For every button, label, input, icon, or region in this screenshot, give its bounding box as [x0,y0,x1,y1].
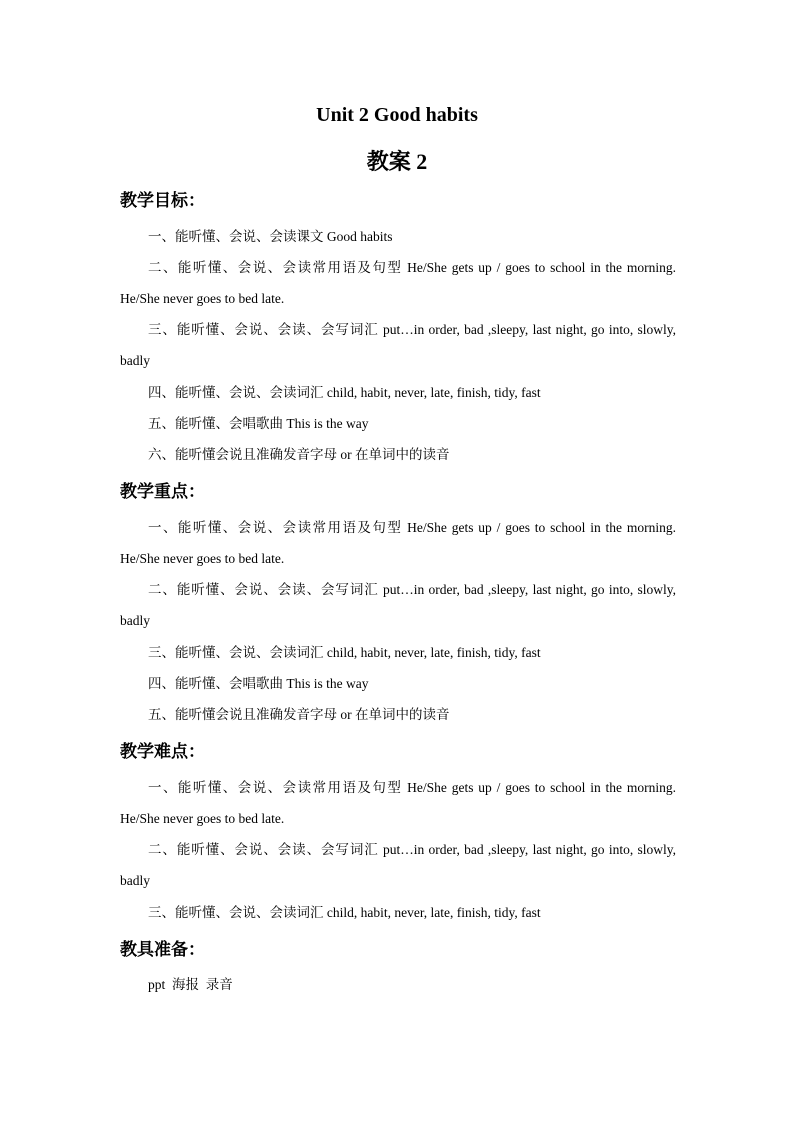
key-point-line-1: 一、能听懂、会说、会读常用语及句型 He/She gets up / goes to school in the morning. [148,520,676,535]
objective-line-5: 五、能听懂、会唱歌曲 This is the way [148,416,369,431]
key-point-line-5: 五、能听懂会说且准确发音字母 or 在单词中的读音 [148,707,450,722]
section-heading-materials: 教具准备： [120,940,205,960]
difficulty-line-3: 三、能听懂、会说、会读词汇 child, habit, never, late, finish, tidy, fast [148,905,541,920]
objective-line-3-cont: badly [120,353,150,368]
objective-line-3: 三、能听懂、会说、会读、会写词汇 put…in order, bad ,sleepy, last night, go into, slowly, [148,322,676,337]
key-point-line-3: 三、能听懂、会说、会读词汇 child, habit, never, late, finish, tidy, fast [148,645,541,660]
objective-line-2-cont: He/She never goes to bed late. [120,291,285,306]
document-subtitle: 教案 2 [366,149,428,174]
objective-line-4: 四、能听懂、会说、会读词汇 child, habit, never, late, finish, tidy, fast [148,385,541,400]
difficulty-line-1: 一、能听懂、会说、会读常用语及句型 He/She gets up / goes to school in the morning. [148,780,676,795]
objective-line-1: 一、能听懂、会说、会读课文 Good habits [148,229,393,244]
materials-line: ppt 海报 录音 [148,977,233,992]
objective-line-2: 二、能听懂、会说、会读常用语及句型 He/She gets up / goes to school in the morning. [148,260,676,275]
difficulty-line-2: 二、能听懂、会说、会读、会写词汇 put…in order, bad ,sleepy, last night, go into, slowly, [148,842,676,857]
objective-line-6: 六、能听懂会说且准确发音字母 or 在单词中的读音 [148,447,450,462]
key-point-line-2-cont: badly [120,613,150,628]
key-point-line-1-cont: He/She never goes to bed late. [120,551,285,566]
section-heading-key-points: 教学重点： [120,482,205,502]
difficulty-line-1-cont: He/She never goes to bed late. [120,811,285,826]
section-heading-objectives: 教学目标： [120,191,205,211]
difficulty-line-2-cont: badly [120,873,150,888]
document-title: Unit 2 Good habits [316,104,478,126]
key-point-line-2: 二、能听懂、会说、会读、会写词汇 put…in order, bad ,sleepy, last night, go into, slowly, [148,582,676,597]
section-heading-difficulties: 教学难点： [120,742,205,762]
key-point-line-4: 四、能听懂、会唱歌曲 This is the way [148,676,369,691]
